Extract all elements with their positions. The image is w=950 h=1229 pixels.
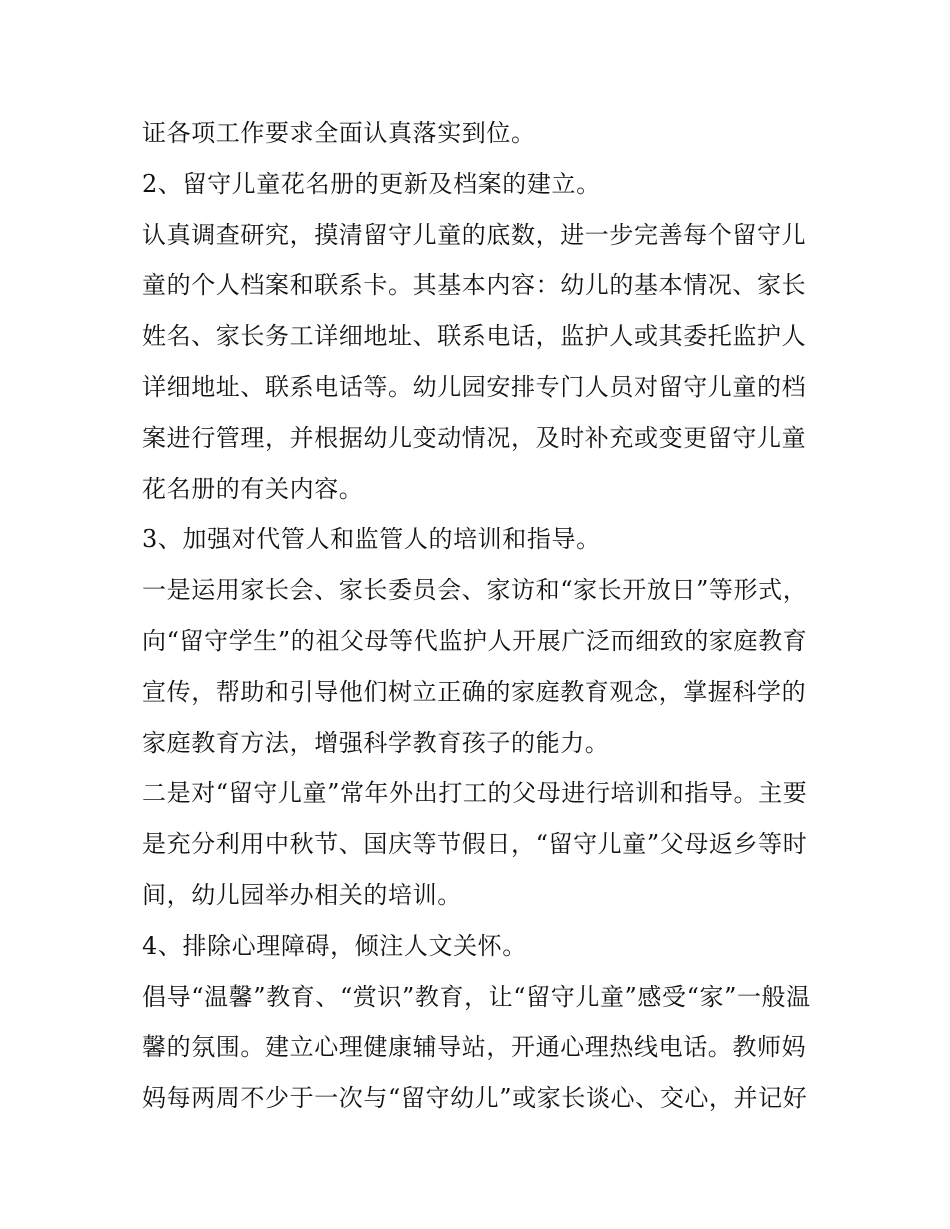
text-line: 童的个人档案和联系卡。其基本内容：幼儿的基本情况、家长: [142, 271, 807, 300]
section-heading: 2、留守儿童花名册的更新及档案的建立。: [142, 169, 601, 198]
text-line: 宣传，帮助和引导他们树立正确的家庭教育观念，掌握科学的: [142, 677, 807, 706]
text-line: 二是对“留守儿童”常年外出打工的父母进行培训和指导。主要: [142, 779, 808, 808]
section-heading: 4、排除心理障碍，倾注人文关怀。: [142, 931, 527, 960]
text-line: 倡导“温馨”教育、“赏识”教育，让“留守儿童”感受“家”一般温: [142, 982, 811, 1011]
text-line: 证各项工作要求全面认真落实到位。: [142, 119, 536, 147]
text-line: 案进行管理，并根据幼儿变动情况，及时补充或变更留守儿童: [142, 423, 807, 452]
text-line: 认真调查研究，摸清留守儿童的底数，进一步完善每个留守儿: [142, 220, 807, 249]
text-line: 向“留守学生”的祖父母等代监护人开展广泛而细致的家庭教育: [142, 626, 808, 655]
text-line: 花名册的有关内容。: [142, 474, 364, 503]
text-line: 姓名、家长务工详细地址、联系电话，监护人或其委托监护人: [142, 322, 807, 351]
text-line: 妈每两周不少于一次与“留守幼儿”或家长谈心、交心，并记好: [142, 1084, 808, 1113]
text-line: 详细地址、联系电话等。幼儿园安排专门人员对留守儿童的档: [142, 372, 807, 401]
text-line: 馨的氛围。建立心理健康辅导站，开通心理热线电话。教师妈: [142, 1033, 807, 1062]
text-line: 间，幼儿园举办相关的培训。: [142, 880, 462, 909]
text-line: 一是运用家长会、家长委员会、家访和“家长开放日”等形式，: [142, 576, 808, 605]
text-line: 家庭教育方法，增强科学教育孩子的能力。: [142, 728, 610, 757]
section-heading: 3、加强对代管人和监管人的培训和指导。: [142, 525, 601, 554]
document-body: [142, 108, 814, 1124]
text-line: 是充分利用中秋节、国庆等节假日，“留守儿童”父母返乡等时: [142, 830, 808, 859]
